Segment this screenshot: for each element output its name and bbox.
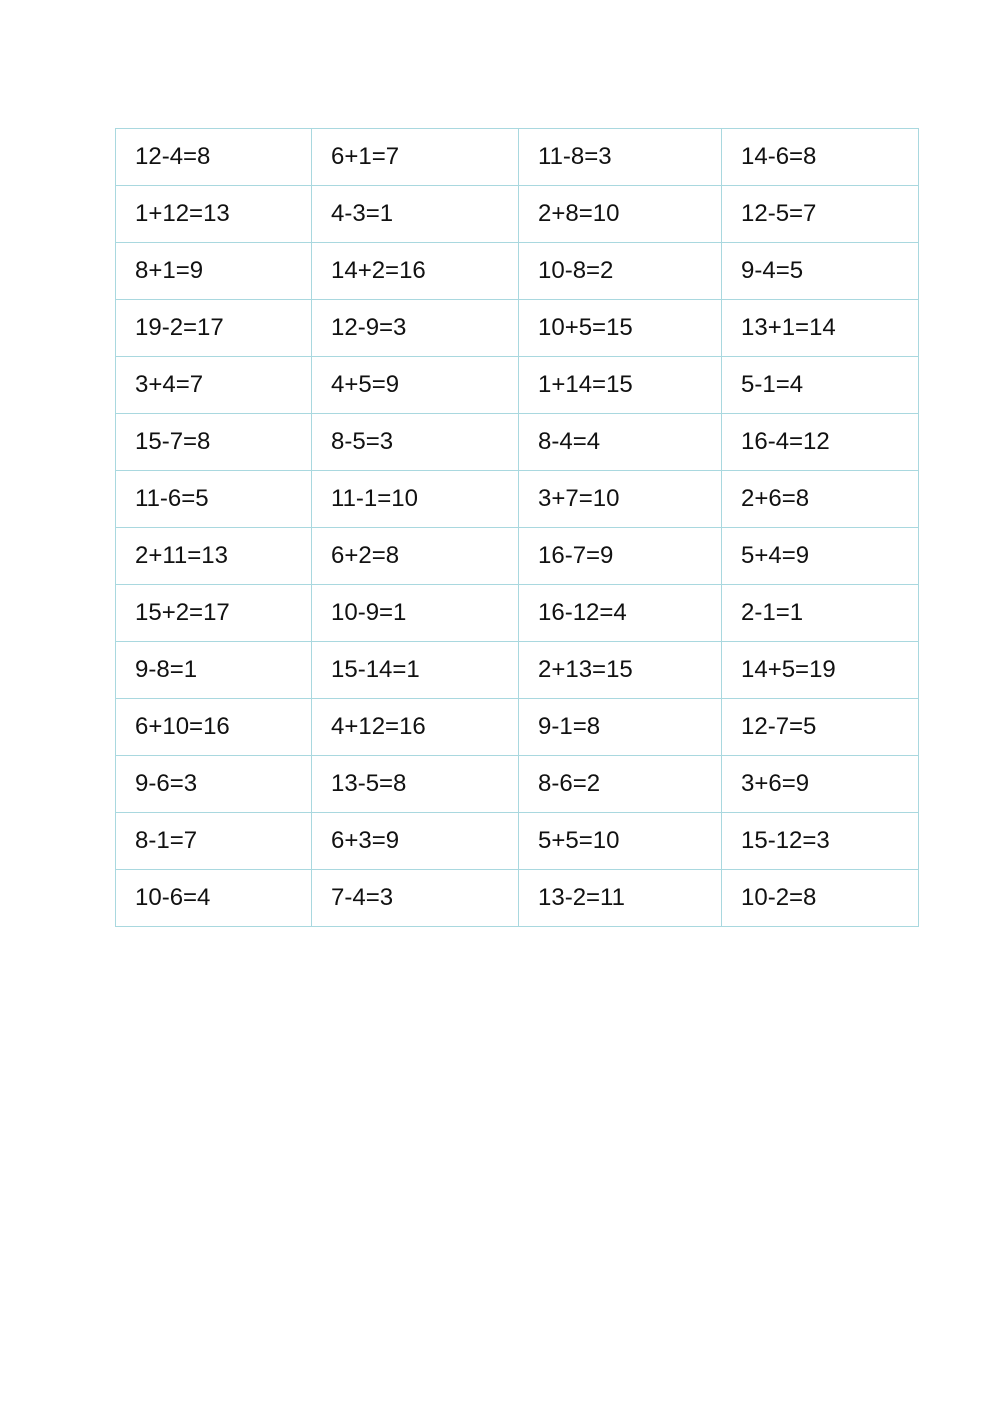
equation-cell: 10-8=2: [519, 243, 722, 300]
equation-cell: 12-4=8: [116, 129, 312, 186]
table-row: [116, 300, 919, 357]
equation-cell: 3+6=9: [722, 756, 919, 813]
table-row: [116, 414, 919, 471]
equation-cell: 15-12=3: [722, 813, 919, 870]
table-row: [116, 129, 919, 186]
equation-cell: 11-6=5: [116, 471, 312, 528]
equation-cell: 4-3=1: [312, 186, 519, 243]
equation-cell: 2+8=10: [519, 186, 722, 243]
equation-cell: 8-5=3: [312, 414, 519, 471]
equation-cell: 10+5=15: [519, 300, 722, 357]
table-row: [116, 585, 919, 642]
equation-cell: 16-12=4: [519, 585, 722, 642]
equation-cell: 2-1=1: [722, 585, 919, 642]
equation-cell: 9-4=5: [722, 243, 919, 300]
equation-cell: 6+2=8: [312, 528, 519, 585]
equation-cell: 13-5=8: [312, 756, 519, 813]
table-row: [116, 699, 919, 756]
equation-cell: 5+5=10: [519, 813, 722, 870]
equation-cell: 12-5=7: [722, 186, 919, 243]
equation-cell: 2+13=15: [519, 642, 722, 699]
equation-cell: 8+1=9: [116, 243, 312, 300]
equation-cell: 6+1=7: [312, 129, 519, 186]
equation-cell: 5-1=4: [722, 357, 919, 414]
equation-cell: 16-4=12: [722, 414, 919, 471]
equation-cell: 11-8=3: [519, 129, 722, 186]
worksheet-page: [115, 128, 918, 927]
table-row: [116, 243, 919, 300]
equation-cell: 4+5=9: [312, 357, 519, 414]
table-row: [116, 186, 919, 243]
equation-cell: 3+7=10: [519, 471, 722, 528]
equation-cell: 13-2=11: [519, 870, 722, 927]
equation-cell: 9-6=3: [116, 756, 312, 813]
arithmetic-table: [115, 128, 919, 927]
equation-cell: 4+12=16: [312, 699, 519, 756]
table-row: [116, 870, 919, 927]
equation-cell: 8-1=7: [116, 813, 312, 870]
equation-cell: 15+2=17: [116, 585, 312, 642]
equation-cell: 10-2=8: [722, 870, 919, 927]
equation-cell: 10-9=1: [312, 585, 519, 642]
equation-cell: 11-1=10: [312, 471, 519, 528]
equation-cell: 15-7=8: [116, 414, 312, 471]
equation-cell: 3+4=7: [116, 357, 312, 414]
equation-cell: 9-1=8: [519, 699, 722, 756]
equation-cell: 12-7=5: [722, 699, 919, 756]
table-row: [116, 471, 919, 528]
equation-cell: 6+10=16: [116, 699, 312, 756]
equation-cell: 8-6=2: [519, 756, 722, 813]
equation-cell: 5+4=9: [722, 528, 919, 585]
equation-cell: 7-4=3: [312, 870, 519, 927]
table-row: [116, 813, 919, 870]
table-row: [116, 756, 919, 813]
equation-cell: 14+5=19: [722, 642, 919, 699]
table-row: [116, 528, 919, 585]
equation-cell: 9-8=1: [116, 642, 312, 699]
equation-cell: 13+1=14: [722, 300, 919, 357]
equation-cell: 2+11=13: [116, 528, 312, 585]
arithmetic-table-body: [116, 129, 919, 927]
table-row: [116, 642, 919, 699]
equation-cell: 16-7=9: [519, 528, 722, 585]
equation-cell: 2+6=8: [722, 471, 919, 528]
equation-cell: 19-2=17: [116, 300, 312, 357]
equation-cell: 15-14=1: [312, 642, 519, 699]
equation-cell: 14-6=8: [722, 129, 919, 186]
equation-cell: 8-4=4: [519, 414, 722, 471]
equation-cell: 10-6=4: [116, 870, 312, 927]
equation-cell: 1+12=13: [116, 186, 312, 243]
equation-cell: 12-9=3: [312, 300, 519, 357]
equation-cell: 1+14=15: [519, 357, 722, 414]
equation-cell: 14+2=16: [312, 243, 519, 300]
equation-cell: 6+3=9: [312, 813, 519, 870]
table-row: [116, 357, 919, 414]
